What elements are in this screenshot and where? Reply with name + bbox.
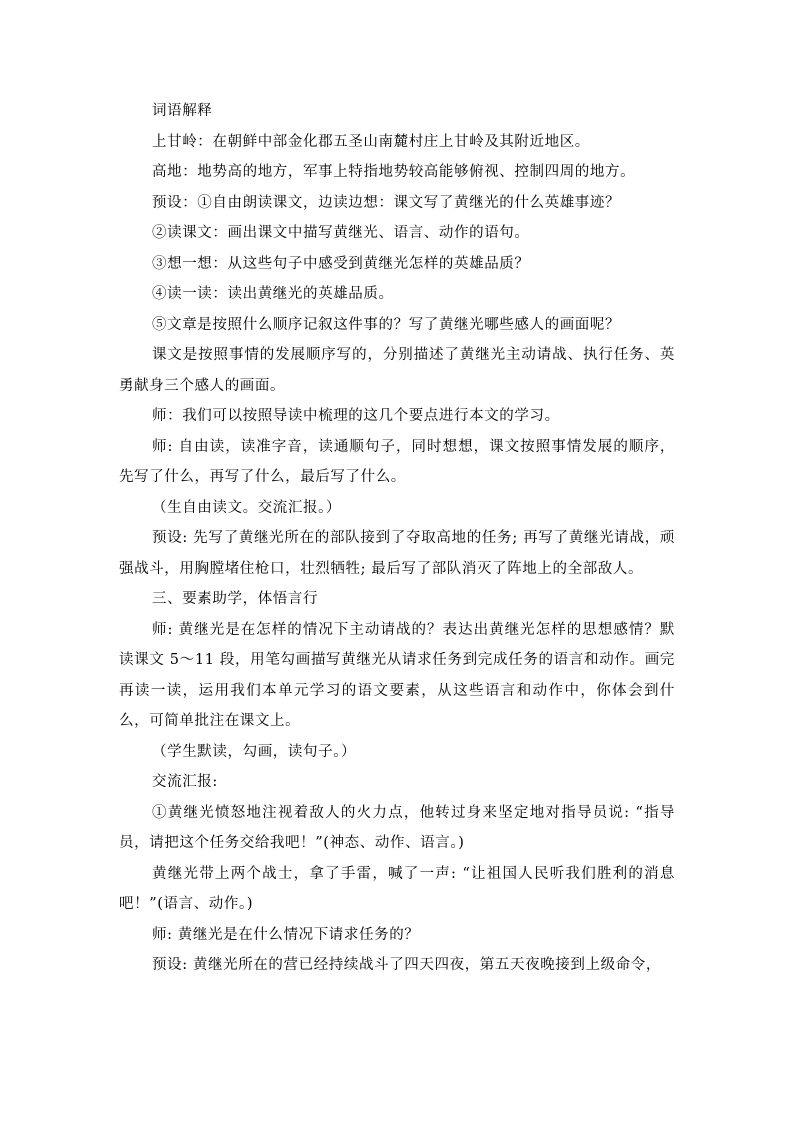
teacher-line-3: 师: 黄继光是在怎样的情况下主动请战的？表达出黄继光怎样的思想感情？默读课文 5～11 段，用笔勾画描写黄继光从请求任务到完成任务的语言和动作。画完再读一读，运用我们本单元学习的语文要素，从这些语言和动作中，你体会到什么，可简单批注在课文上。 [119, 621, 675, 729]
definition-shangganling: 上甘岭：在朝鲜中部金化郡五圣山南麓村庄上甘岭及其附近地区。 [152, 133, 590, 150]
student-activity-2: （学生默读，勾画，读句子。） [152, 743, 357, 760]
preset-step-4: ④读一读：读出黄继光的英雄品质。 [152, 286, 394, 302]
report-item-2: 黄继光带上两个战士，拿了手雷，喊了一声: “让祖国人民听我们胜利的消息吧！”(语言、动作。) [119, 865, 675, 912]
preset-step-1: 预设：①自由朗读课文，边读边想：课文写了黄继光的什么英雄事迹？ [152, 194, 621, 211]
report-item-1: ①黄继光愤怒地注视着敌人的火力点，他转过身来坚定地对指导员说: “指导员，请把这个任务交给我吧！”(神态、动作、语言。) [119, 804, 675, 851]
preset-step-2: ②读课文：画出课文中描写黄继光、语言、动作的语句。 [152, 225, 530, 241]
exchange-report-label: 交流汇报: [152, 774, 218, 790]
teacher-line-1: 师：我们可以按照导读中梳理的这几个要点进行本文的学习。 [152, 408, 560, 424]
section-heading-3: 三、要素助学，体悟言行 [152, 591, 319, 607]
student-activity-1: （生自由读文。交流汇报。） [152, 499, 342, 516]
document-page [119, 96, 675, 981]
preset-step-5: ⑤文章是按照什么顺序记叙这件事的？写了黄继光哪些感人的画面呢？ [152, 316, 621, 333]
teacher-line-2: 师: 自由读，读准字音，读通顺句子，同时想想，课文按照事情发展的顺序，先写了什么，再写了什么，最后写了什么。 [119, 438, 675, 485]
preset-answer-2: 预设: 黄继光所在的营已经持续战斗了四天四夜，第五天夜晚接到上级命令， [152, 957, 661, 973]
definition-gaodi: 高地：地势高的地方，军事上特指地势较高能够俯视、控制四周的地方。 [152, 164, 636, 180]
preset-step-3: ③想一想：从这些句子中感受到黄继光怎样的英雄品质？ [152, 255, 530, 272]
heading-word-explanation: 词语解释 [152, 103, 213, 119]
teacher-line-4: 师: 黄继光是在什么情况下请求任务的？ [152, 926, 420, 943]
text-order-summary: 课文是按照事情的发展顺序写的，分别描述了黄继光主动请战、执行任务、英勇献身三个感人的画面。 [119, 347, 675, 394]
preset-answer-1: 预设: 先写了黄继光所在的部队接到了夺取高地的任务; 再写了黄继光请战，顽强战斗，用胸膛堵住枪口，壮烈牺牲; 最后写了部队消灭了阵地上的全部敌人。 [119, 530, 675, 577]
